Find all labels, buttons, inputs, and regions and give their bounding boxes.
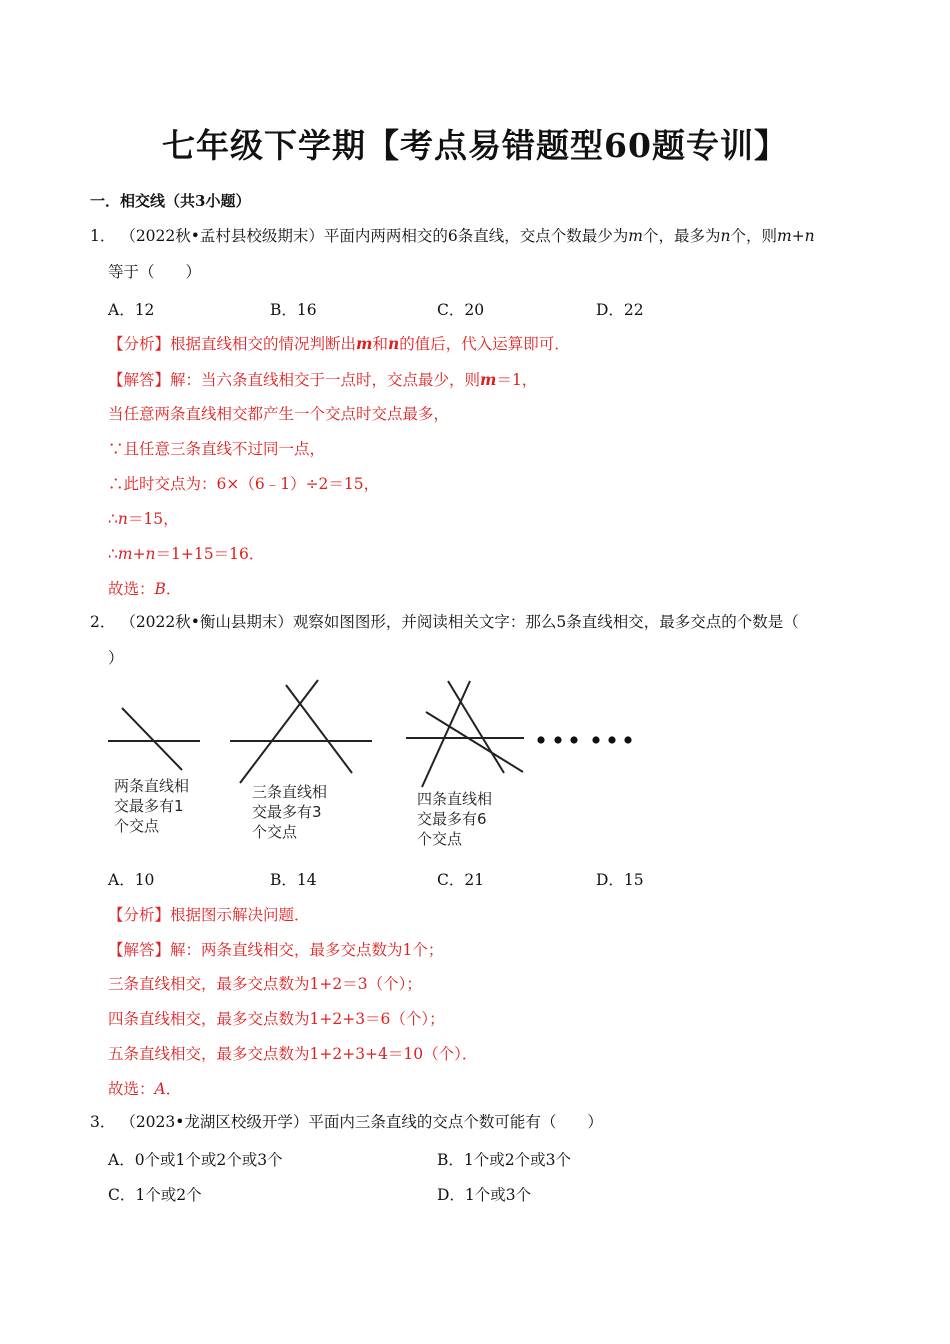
line bbox=[286, 685, 352, 773]
answer-text: ＝1， bbox=[496, 371, 538, 389]
question-1-line2: 等于（ ） bbox=[108, 263, 202, 281]
question-text: 个，最多为 bbox=[642, 227, 721, 245]
choice-letter: A bbox=[154, 1080, 166, 1098]
var-n: n bbox=[387, 334, 400, 353]
line bbox=[122, 708, 182, 770]
question-number: 1． bbox=[90, 227, 116, 245]
line bbox=[240, 680, 318, 783]
ellipsis-dots bbox=[537, 736, 631, 743]
q2-solution-line: 五条直线相交，最多交点数为1+2+3+4＝10（个）． bbox=[108, 1045, 478, 1063]
analysis-text: 和 bbox=[372, 335, 388, 353]
q2-choice bbox=[108, 1077, 181, 1099]
q1-solution-line: ∵且任意三条直线不过同一点， bbox=[108, 440, 326, 458]
q3-option-a[interactable]: A．0个或1个或2个或3个 bbox=[108, 1151, 283, 1169]
q2-solution-line: 三条直线相交，最多交点数为1+2＝3（个）； bbox=[108, 975, 422, 993]
var-mn: m+n bbox=[117, 545, 156, 563]
q1-solution-line: 当任意两条直线相交都产生一个交点时交点最多， bbox=[108, 405, 450, 423]
question-1 bbox=[90, 226, 815, 246]
q1-option-c[interactable]: C．20 bbox=[437, 301, 485, 319]
answer-text: 解：当六条直线相交于一点时，交点最少，则 bbox=[170, 371, 481, 389]
q1-option-d[interactable]: D．22 bbox=[596, 301, 644, 319]
question-text: 观察如图图形，并阅读相关文字：那么5条直线相交，最多交点的个数是（ bbox=[292, 613, 799, 631]
question-source: （2022秋•孟村县校级期末） bbox=[120, 227, 324, 245]
q2-option-b[interactable]: B．14 bbox=[270, 871, 317, 889]
var-m: m bbox=[356, 334, 373, 353]
therefore-symbol: ∴ bbox=[108, 545, 118, 563]
q2-option-a[interactable]: A．10 bbox=[108, 871, 155, 889]
question-2-line2: ） bbox=[108, 649, 124, 667]
figure-label-four-lines: 四条直线相 交最多有6 个交点 bbox=[417, 790, 493, 848]
question-source: （2022秋•衡山县期末） bbox=[120, 613, 293, 631]
two-lines-diagram bbox=[108, 708, 200, 770]
question-source: （2023•龙湖区校级开学） bbox=[120, 1113, 309, 1131]
answer-tag: 【解答】 bbox=[108, 941, 171, 959]
var-n: n bbox=[117, 510, 128, 528]
question-text: 平面内三条直线的交点个数可能有（ ） bbox=[308, 1113, 603, 1131]
q3-option-c[interactable]: C．1个或2个 bbox=[108, 1186, 202, 1204]
q1-solution-line bbox=[108, 542, 264, 564]
page-title: 七年级下学期【考点易错题型60题专训】 bbox=[162, 126, 788, 165]
var-m: m bbox=[480, 370, 497, 389]
var-m: m bbox=[628, 227, 643, 245]
figure-label-three-lines: 三条直线相 交最多有3 个交点 bbox=[252, 783, 328, 841]
three-lines-diagram bbox=[230, 680, 372, 783]
q1-analysis bbox=[108, 332, 570, 354]
q1-solution-line: ∴此时交点为：6×（6﹣1）÷2＝15， bbox=[108, 475, 380, 493]
q2-analysis bbox=[108, 903, 310, 925]
therefore-symbol: ∴ bbox=[108, 510, 118, 528]
question-3 bbox=[90, 1112, 603, 1132]
analysis-tag: 【分析】 bbox=[108, 906, 171, 924]
q3-option-d[interactable]: D．1个或3个 bbox=[437, 1186, 532, 1204]
q2-option-c[interactable]: C．21 bbox=[437, 871, 485, 889]
q2-solution-line: 四条直线相交，最多交点数为1+2+3＝6（个）； bbox=[108, 1010, 445, 1028]
q1-option-b[interactable]: B．16 bbox=[270, 301, 317, 319]
question-number: 2． bbox=[90, 613, 116, 631]
answer-tag: 【解答】 bbox=[108, 371, 171, 389]
question-text: 平面内两两相交的6条直线，交点个数最少为 bbox=[323, 227, 629, 245]
q1-choice bbox=[108, 577, 181, 599]
var-mn: m+n bbox=[777, 227, 815, 245]
choice-punct: ． bbox=[165, 1080, 182, 1098]
analysis-text: 根据直线相交的情况判断出 bbox=[170, 335, 357, 353]
var-n: n bbox=[720, 227, 731, 245]
section-heading: 一．相交线（共3小题） bbox=[90, 192, 251, 210]
choice-label: 故选： bbox=[108, 580, 155, 598]
analysis-tag: 【分析】 bbox=[108, 335, 171, 353]
choice-label: 故选： bbox=[108, 1080, 155, 1098]
question-2 bbox=[90, 612, 799, 632]
analysis-text: 的值后，代入运算即可． bbox=[399, 335, 570, 353]
q1-option-a[interactable]: A．12 bbox=[108, 301, 155, 319]
four-lines-diagram bbox=[406, 681, 524, 787]
q1-answer bbox=[108, 368, 537, 390]
solution-text: ＝15， bbox=[127, 510, 179, 528]
line bbox=[448, 681, 504, 773]
choice-punct: ． bbox=[165, 580, 182, 598]
figure-label-two-lines: 两条直线相 交最多有1 个交点 bbox=[114, 777, 190, 835]
q1-solution-line bbox=[108, 507, 179, 529]
line bbox=[426, 712, 523, 772]
solution-text: ＝1+15＝16． bbox=[155, 545, 265, 563]
q2-option-d[interactable]: D．15 bbox=[596, 871, 644, 889]
q2-answer bbox=[108, 938, 443, 960]
question-text: 个，则 bbox=[730, 227, 777, 245]
analysis-text: 根据图示解决问题． bbox=[170, 906, 310, 924]
q3-option-b[interactable]: B．1个或2个或3个 bbox=[437, 1151, 571, 1169]
question-number: 3． bbox=[90, 1113, 116, 1131]
choice-letter: B bbox=[154, 580, 166, 598]
answer-text: 解：两条直线相交，最多交点数为1个； bbox=[170, 941, 444, 959]
